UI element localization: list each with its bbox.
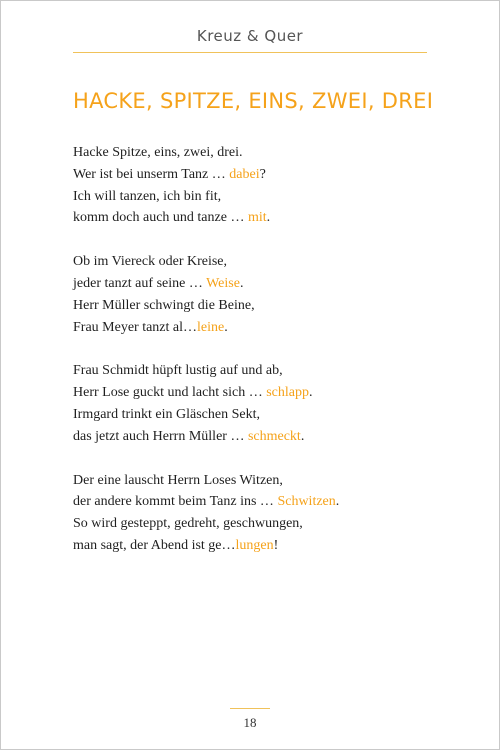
rhyme-word: schmeckt	[247, 428, 301, 444]
line-text: Irmgard trinkt ein Gläschen Sekt,	[73, 406, 261, 422]
rhyme-word: leine	[197, 319, 225, 335]
stanza	[73, 470, 453, 557]
line-text: Wer ist bei unserm Tanz …	[73, 166, 230, 182]
rhyme-word: schlapp	[266, 385, 309, 401]
stanza	[73, 142, 453, 229]
line-text: Herr Lose guckt und lacht sich …	[73, 385, 267, 401]
line-text: Der eine lauscht Herrn Loses Witzen,	[73, 472, 283, 488]
header-divider	[73, 52, 427, 53]
line-text: So wird gesteppt, gedreht, geschwungen,	[73, 516, 303, 532]
running-header: Kreuz & Quer	[196, 27, 304, 45]
page-number: 18	[243, 715, 257, 730]
line-text: das jetzt auch Herrn Müller …	[73, 428, 248, 444]
rhyme-word: lungen	[235, 537, 274, 553]
line-text: der andere kommt beim Tanz ins …	[73, 494, 278, 510]
line-punctuation: .	[266, 210, 271, 226]
poem-line	[73, 470, 453, 492]
line-text: Frau Meyer tanzt al…	[73, 319, 198, 335]
poem-line	[73, 404, 453, 426]
poem-line	[73, 360, 453, 382]
poem-line	[73, 382, 453, 404]
line-punctuation: .	[335, 494, 340, 510]
poem-line	[73, 251, 453, 273]
poem-line	[73, 164, 453, 186]
line-punctuation: .	[224, 319, 228, 335]
poem-line	[73, 513, 453, 535]
poem-line	[73, 426, 453, 448]
line-text: man sagt, der Abend ist ge…	[73, 537, 236, 553]
poem-line	[73, 186, 453, 208]
line-punctuation: !	[273, 537, 279, 553]
poem-line	[73, 535, 453, 557]
poem-line	[73, 207, 453, 229]
stanza	[73, 360, 453, 447]
line-text: Hacke Spitze, eins, zwei, drei.	[73, 145, 243, 160]
poem-line	[73, 491, 453, 513]
footer-divider	[230, 708, 270, 709]
rhyme-word: mit	[247, 210, 267, 226]
rhyme-word: Weise	[206, 275, 240, 291]
line-text: jeder tanzt auf seine …	[73, 275, 207, 291]
line-text: Ob im Viereck oder Kreise,	[73, 254, 228, 270]
poem-line	[73, 142, 453, 164]
poem-line	[73, 295, 453, 317]
stanza	[73, 251, 453, 338]
line-punctuation: .	[300, 428, 305, 444]
poem-body	[73, 142, 453, 579]
line-punctuation: .	[309, 385, 313, 401]
rhyme-word: dabei	[229, 166, 260, 182]
line-text: Herr Müller schwingt die Beine,	[73, 297, 255, 313]
poem-line	[73, 273, 453, 295]
line-punctuation: ?	[259, 166, 266, 182]
poem-title: HACKE, SPITZE, EINS, ZWEI, DREI	[73, 89, 434, 113]
rhyme-word: Schwitzen	[277, 494, 336, 510]
line-text: Ich will tanzen, ich bin fit,	[73, 188, 222, 204]
line-text: Frau Schmidt hüpft lustig auf und ab,	[73, 363, 283, 379]
line-text: komm doch auch und tanze …	[73, 210, 248, 226]
line-punctuation: .	[239, 275, 244, 291]
poem-line	[73, 317, 453, 339]
